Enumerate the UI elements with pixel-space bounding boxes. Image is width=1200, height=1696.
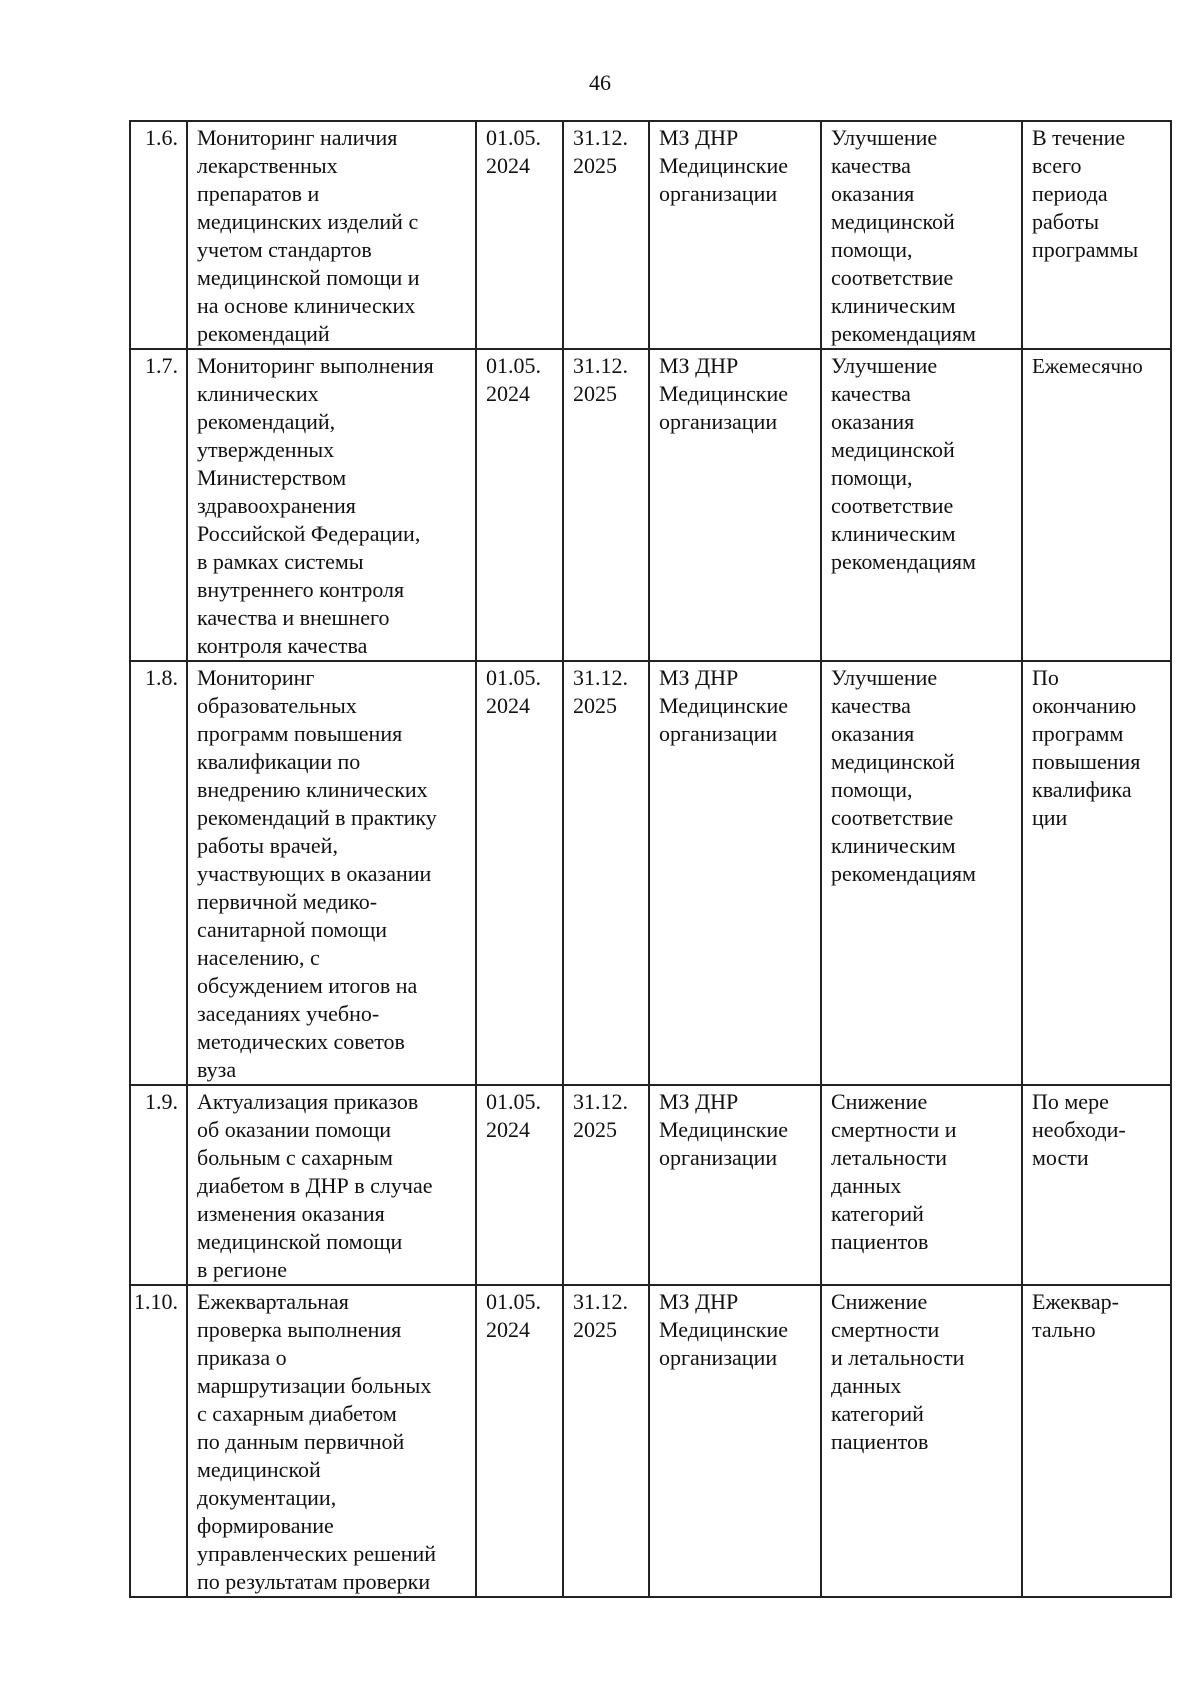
end-date: 31.12. 2025 — [563, 121, 649, 349]
responsible: МЗ ДНР Медицинские организации — [649, 121, 821, 349]
activity-name: Мониторинг выполнения клинических рекомендаций, утвержденных Министерством здравоохранения Российской Федерации, в рамках системы внутреннего контроля качества и внешнего контроля качества — [187, 349, 476, 661]
frequency: Ежеквар- тально — [1022, 1285, 1171, 1597]
row-number: 1.6. — [130, 121, 187, 349]
activity-name: Мониторинг наличия лекарственных препаратов и медицинских изделий с учетом стандартов медицинской помощи и на основе клинических рекомендаций — [187, 121, 476, 349]
responsible: МЗ ДНР Медицинские организации — [649, 349, 821, 661]
start-date: 01.05. 2024 — [476, 1285, 563, 1597]
end-date: 31.12. 2025 — [563, 1285, 649, 1597]
row-number: 1.8. — [130, 661, 187, 1085]
table-row — [130, 1285, 1171, 1597]
frequency: Ежемесячно — [1022, 349, 1171, 661]
end-date: 31.12. 2025 — [563, 661, 649, 1085]
activities-table — [129, 120, 1172, 1598]
activity-name: Актуализация приказов об оказании помощи больным с сахарным диабетом в ДНР в случае изменения оказания медицинской помощи в регионе — [187, 1085, 476, 1285]
expected-result: Снижение смертности и летальности данных категорий пациентов — [821, 1285, 1022, 1597]
frequency: По окончанию программ повышения квалифика ции — [1022, 661, 1171, 1085]
expected-result: Улучшение качества оказания медицинской помощи, соответствие клиническим рекомендациям — [821, 121, 1022, 349]
table-row — [130, 349, 1171, 661]
start-date: 01.05. 2024 — [476, 1085, 563, 1285]
start-date: 01.05. 2024 — [476, 349, 563, 661]
row-number: 1.9. — [130, 1085, 187, 1285]
row-number: 1.7. — [130, 349, 187, 661]
start-date: 01.05. 2024 — [476, 661, 563, 1085]
end-date: 31.12. 2025 — [563, 1085, 649, 1285]
expected-result: Снижение смертности и летальности данных категорий пациентов — [821, 1085, 1022, 1285]
frequency: По мере необходи- мости — [1022, 1085, 1171, 1285]
responsible: МЗ ДНР Медицинские организации — [649, 1285, 821, 1597]
responsible: МЗ ДНР Медицинские организации — [649, 1085, 821, 1285]
expected-result: Улучшение качества оказания медицинской помощи, соответствие клиническим рекомендациям — [821, 661, 1022, 1085]
table-row — [130, 661, 1171, 1085]
activity-name: Ежеквартальная проверка выполнения приказа о маршрутизации больных с сахарным диабетом по данным первичной медицинской документации, формирование управленческих решений по результатам проверки — [187, 1285, 476, 1597]
frequency: В течение всего периода работы программы — [1022, 121, 1171, 349]
responsible: МЗ ДНР Медицинские организации — [649, 661, 821, 1085]
page-number: 46 — [589, 70, 611, 95]
row-number: 1.10. — [130, 1285, 187, 1597]
table-row — [130, 1085, 1171, 1285]
end-date: 31.12. 2025 — [563, 349, 649, 661]
activity-name: Мониторинг образовательных программ повышения квалификации по внедрению клинических рекомендаций в практику работы врачей, участвующих в оказании первичной медико- санитарной помощи населению, с обсуждением итогов на заседаниях учебно- методических советов вуза — [187, 661, 476, 1085]
table-row — [130, 121, 1171, 349]
start-date: 01.05. 2024 — [476, 121, 563, 349]
expected-result: Улучшение качества оказания медицинской помощи, соответствие клиническим рекомендациям — [821, 349, 1022, 661]
